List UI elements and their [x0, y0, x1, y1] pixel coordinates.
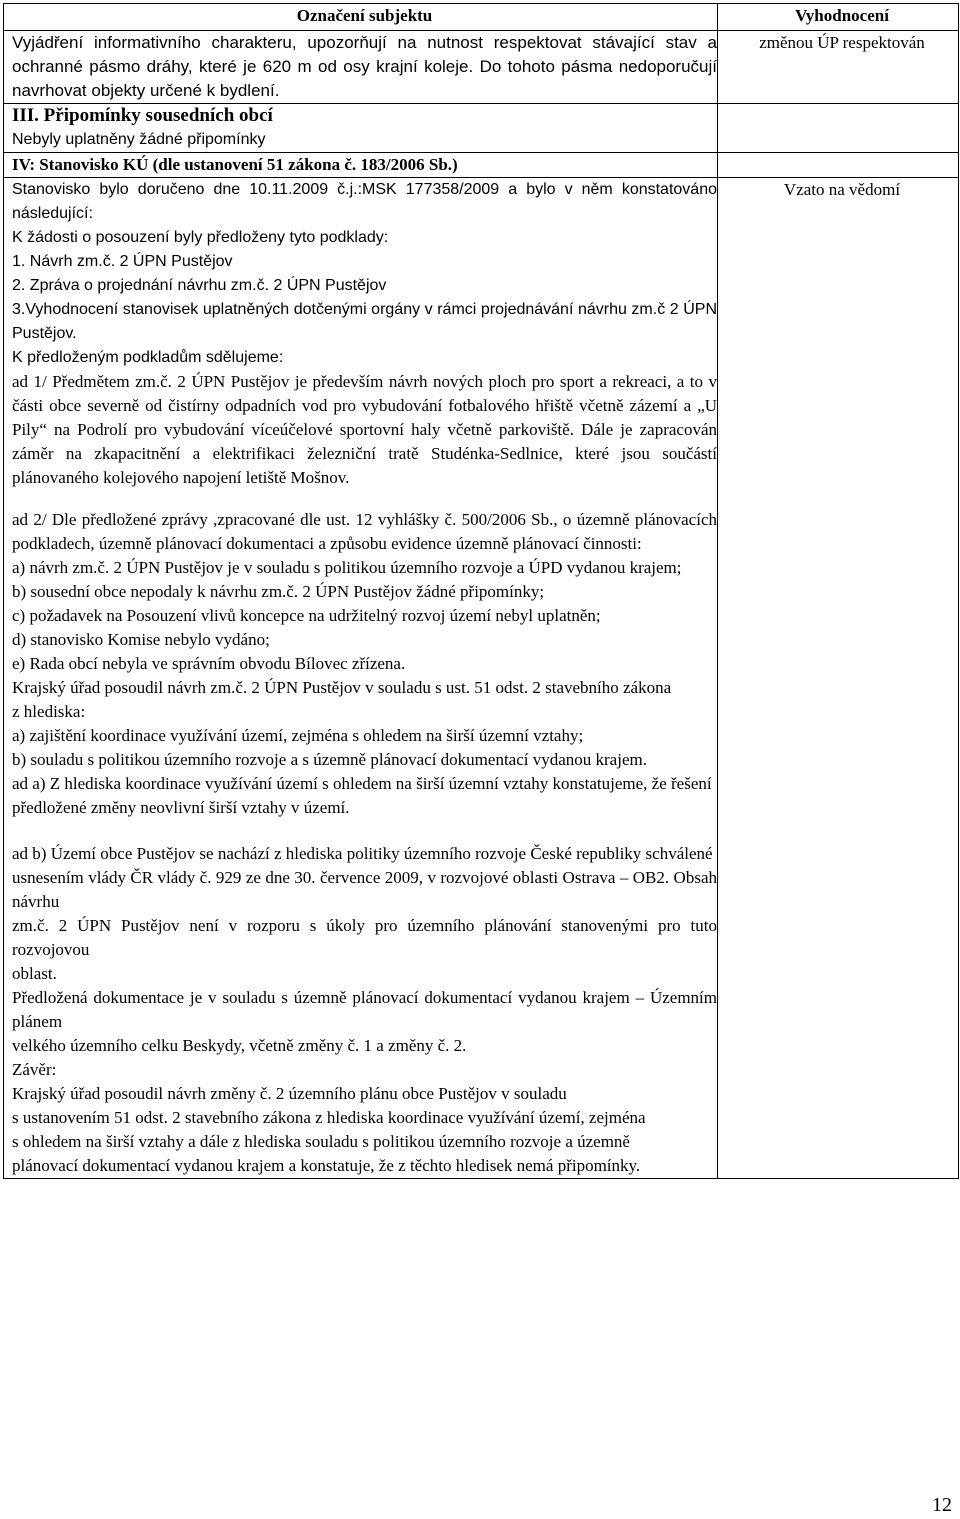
- ad2-block: [12, 508, 717, 820]
- text-line: ad b) Území obce Pustějov se nachází z hlediska politiky územního rozvoje České republiky schválené: [12, 844, 713, 863]
- text-line: ad a) Z hlediska koordinace využívání území s ohledem na širší územní vztahy konstatujeme, že řešení: [12, 774, 712, 793]
- table-header-row: [4, 4, 959, 31]
- row1-evaluation: změnou ÚP respektován: [718, 31, 959, 104]
- railway-statement: Vyjádření informativního charakteru, upozorňují na nutnost respektovat stávající stav a ochranné pásmo dráhy, které je 620 m od osy krajní koleje. Do tohoto pásma nedoporučují navrhovat objekty určené k bydlení.: [12, 33, 717, 100]
- ad1-paragraph: ad 1/ Předmětem zm.č. 2 ÚPN Pustějov je především návrh nových ploch pro sport a rekreaci, a to v části obce severně od čistírny odpadních vod pro vybudování fotbalového hřiště včetně zázemí a „U Pily“ na Podrolí pro vybudování víceúčelové sportovní haly včetně parkoviště. Dále je zapracován záměr na zkapacitnění a elektrifikaci železniční tratě Studénka-Sedlnice, které jsou součástí plánovaného kolejového napojení letiště Mošnov.: [12, 372, 717, 487]
- table-row: [4, 178, 959, 1179]
- text-line: b) souladu s politikou územního rozvoje a s územně plánovací dokumentací vydanou krajem.: [12, 750, 647, 769]
- section-heading-iii: III. Připomínky sousedních obcí: [12, 105, 273, 126]
- row4-text: [4, 178, 718, 1179]
- row1-text: [4, 31, 718, 104]
- text-line: K předloženým podkladům sdělujeme:: [12, 349, 284, 366]
- table-row: [4, 104, 959, 153]
- text-line: s ohledem na širší vztahy a dále z hlediska souladu s politikou územního rozvoje a územně: [12, 1132, 630, 1151]
- header-evaluation: Vyhodnocení: [718, 4, 959, 31]
- section-heading-iv: IV: Stanovisko KÚ (dle ustanovení 51 zákona č. 183/2006 Sb.): [4, 153, 718, 178]
- text-line: Stanovisko bylo doručeno dne 10.11.2009 č.j.:MSK 177358/2009 a bylo v něm konstatováno následující:: [12, 181, 717, 222]
- text-line: d) stanovisko Komise nebylo vydáno;: [12, 630, 270, 649]
- text-line: a) návrh zm.č. 2 ÚPN Pustějov je v souladu s politikou územního rozvoje a ÚPD vydanou krajem;: [12, 558, 682, 577]
- text-line: c) požadavek na Posouzení vlivů koncepce na udržitelný rozvoj území nebyl uplatněn;: [12, 606, 601, 625]
- kraj-statement-intro: [12, 178, 717, 370]
- text-line: z hlediska:: [12, 702, 86, 721]
- text-line: s ustanovením 51 odst. 2 stavebního zákona z hlediska koordinace využívání území, zejména: [12, 1108, 646, 1127]
- text-line: Předložená dokumentace je v souladu s územně plánovací dokumentací vydanou krajem – Územním plánem: [12, 988, 717, 1031]
- text-line: oblast.: [12, 964, 57, 983]
- text-line: b) sousední obce nepodaly k návrhu zm.č. 2 ÚPN Pustějov žádné připomínky;: [12, 582, 545, 601]
- text-line: ad 2/ Dle předložené zprávy ,zpracované dle ust. 12 vyhlášky č. 500/2006 Sb., o územně plánovacích podkladech, územně plánovací dokumentaci a způsobu evidence územně plánovací činnosti:: [12, 510, 717, 553]
- spacer: [12, 490, 717, 508]
- row3-evaluation: [718, 153, 959, 178]
- text-line: Krajský úřad posoudil návrh změny č. 2 územního plánu obce Pustějov v souladu: [12, 1084, 567, 1103]
- text-line: velkého územního celku Beskydy, včetně změny č. 1 a změny č. 2.: [12, 1036, 467, 1055]
- row2-text: [4, 104, 718, 153]
- table-row: [4, 153, 959, 178]
- text-line: e) Rada obcí nebyla ve správním obvodu Bílovec zřízena.: [12, 654, 406, 673]
- text-line: Krajský úřad posoudil návrh zm.č. 2 ÚPN Pustějov v souladu s ust. 51 odst. 2 stavebního zákona: [12, 678, 672, 697]
- table-row: [4, 31, 959, 104]
- page-number: 12: [932, 1494, 952, 1516]
- text-line: zm.č. 2 ÚPN Pustějov není v rozporu s úkoly pro územního plánování stanovenými pro tuto rozvojovou: [12, 916, 717, 959]
- header-subject: Označení subjektu: [4, 4, 718, 31]
- text-line: Závěr:: [12, 1060, 57, 1079]
- text-line: usnesením vlády ČR vlády č. 929 ze dne 30. července 2009, v rozvojové oblasti Ostrava – OB2. Obsah návrhu: [12, 868, 717, 911]
- text-line: a) zajištění koordinace využívání území, zejména s ohledem na širší územní vztahy;: [12, 726, 584, 745]
- text-line: 3.Vyhodnocení stanovisek uplatněných dotčenými orgány v rámci projednávání návrhu zm.č 2 ÚPN Pustějov.: [12, 301, 717, 342]
- text-line: 1. Návrh zm.č. 2 ÚPN Pustějov: [12, 253, 233, 270]
- adb-block: [12, 842, 717, 1178]
- row2-note: Nebyly uplatněny žádné připomínky: [12, 131, 266, 148]
- spacer: [12, 820, 717, 842]
- evaluation-table: [3, 3, 959, 1179]
- text-line: plánovací dokumentací vydanou krajem a konstatuje, že z těchto hledisek nemá připomínky.: [12, 1156, 641, 1175]
- text-line: předložené změny neovlivní širší vztahy v území.: [12, 798, 350, 817]
- text-line: K žádosti o posouzení byly předloženy tyto podklady:: [12, 229, 389, 246]
- row4-evaluation: Vzato na vědomí: [718, 178, 959, 1179]
- row2-evaluation: [718, 104, 959, 153]
- text-line: 2. Zpráva o projednání návrhu zm.č. 2 ÚPN Pustějov: [12, 277, 387, 294]
